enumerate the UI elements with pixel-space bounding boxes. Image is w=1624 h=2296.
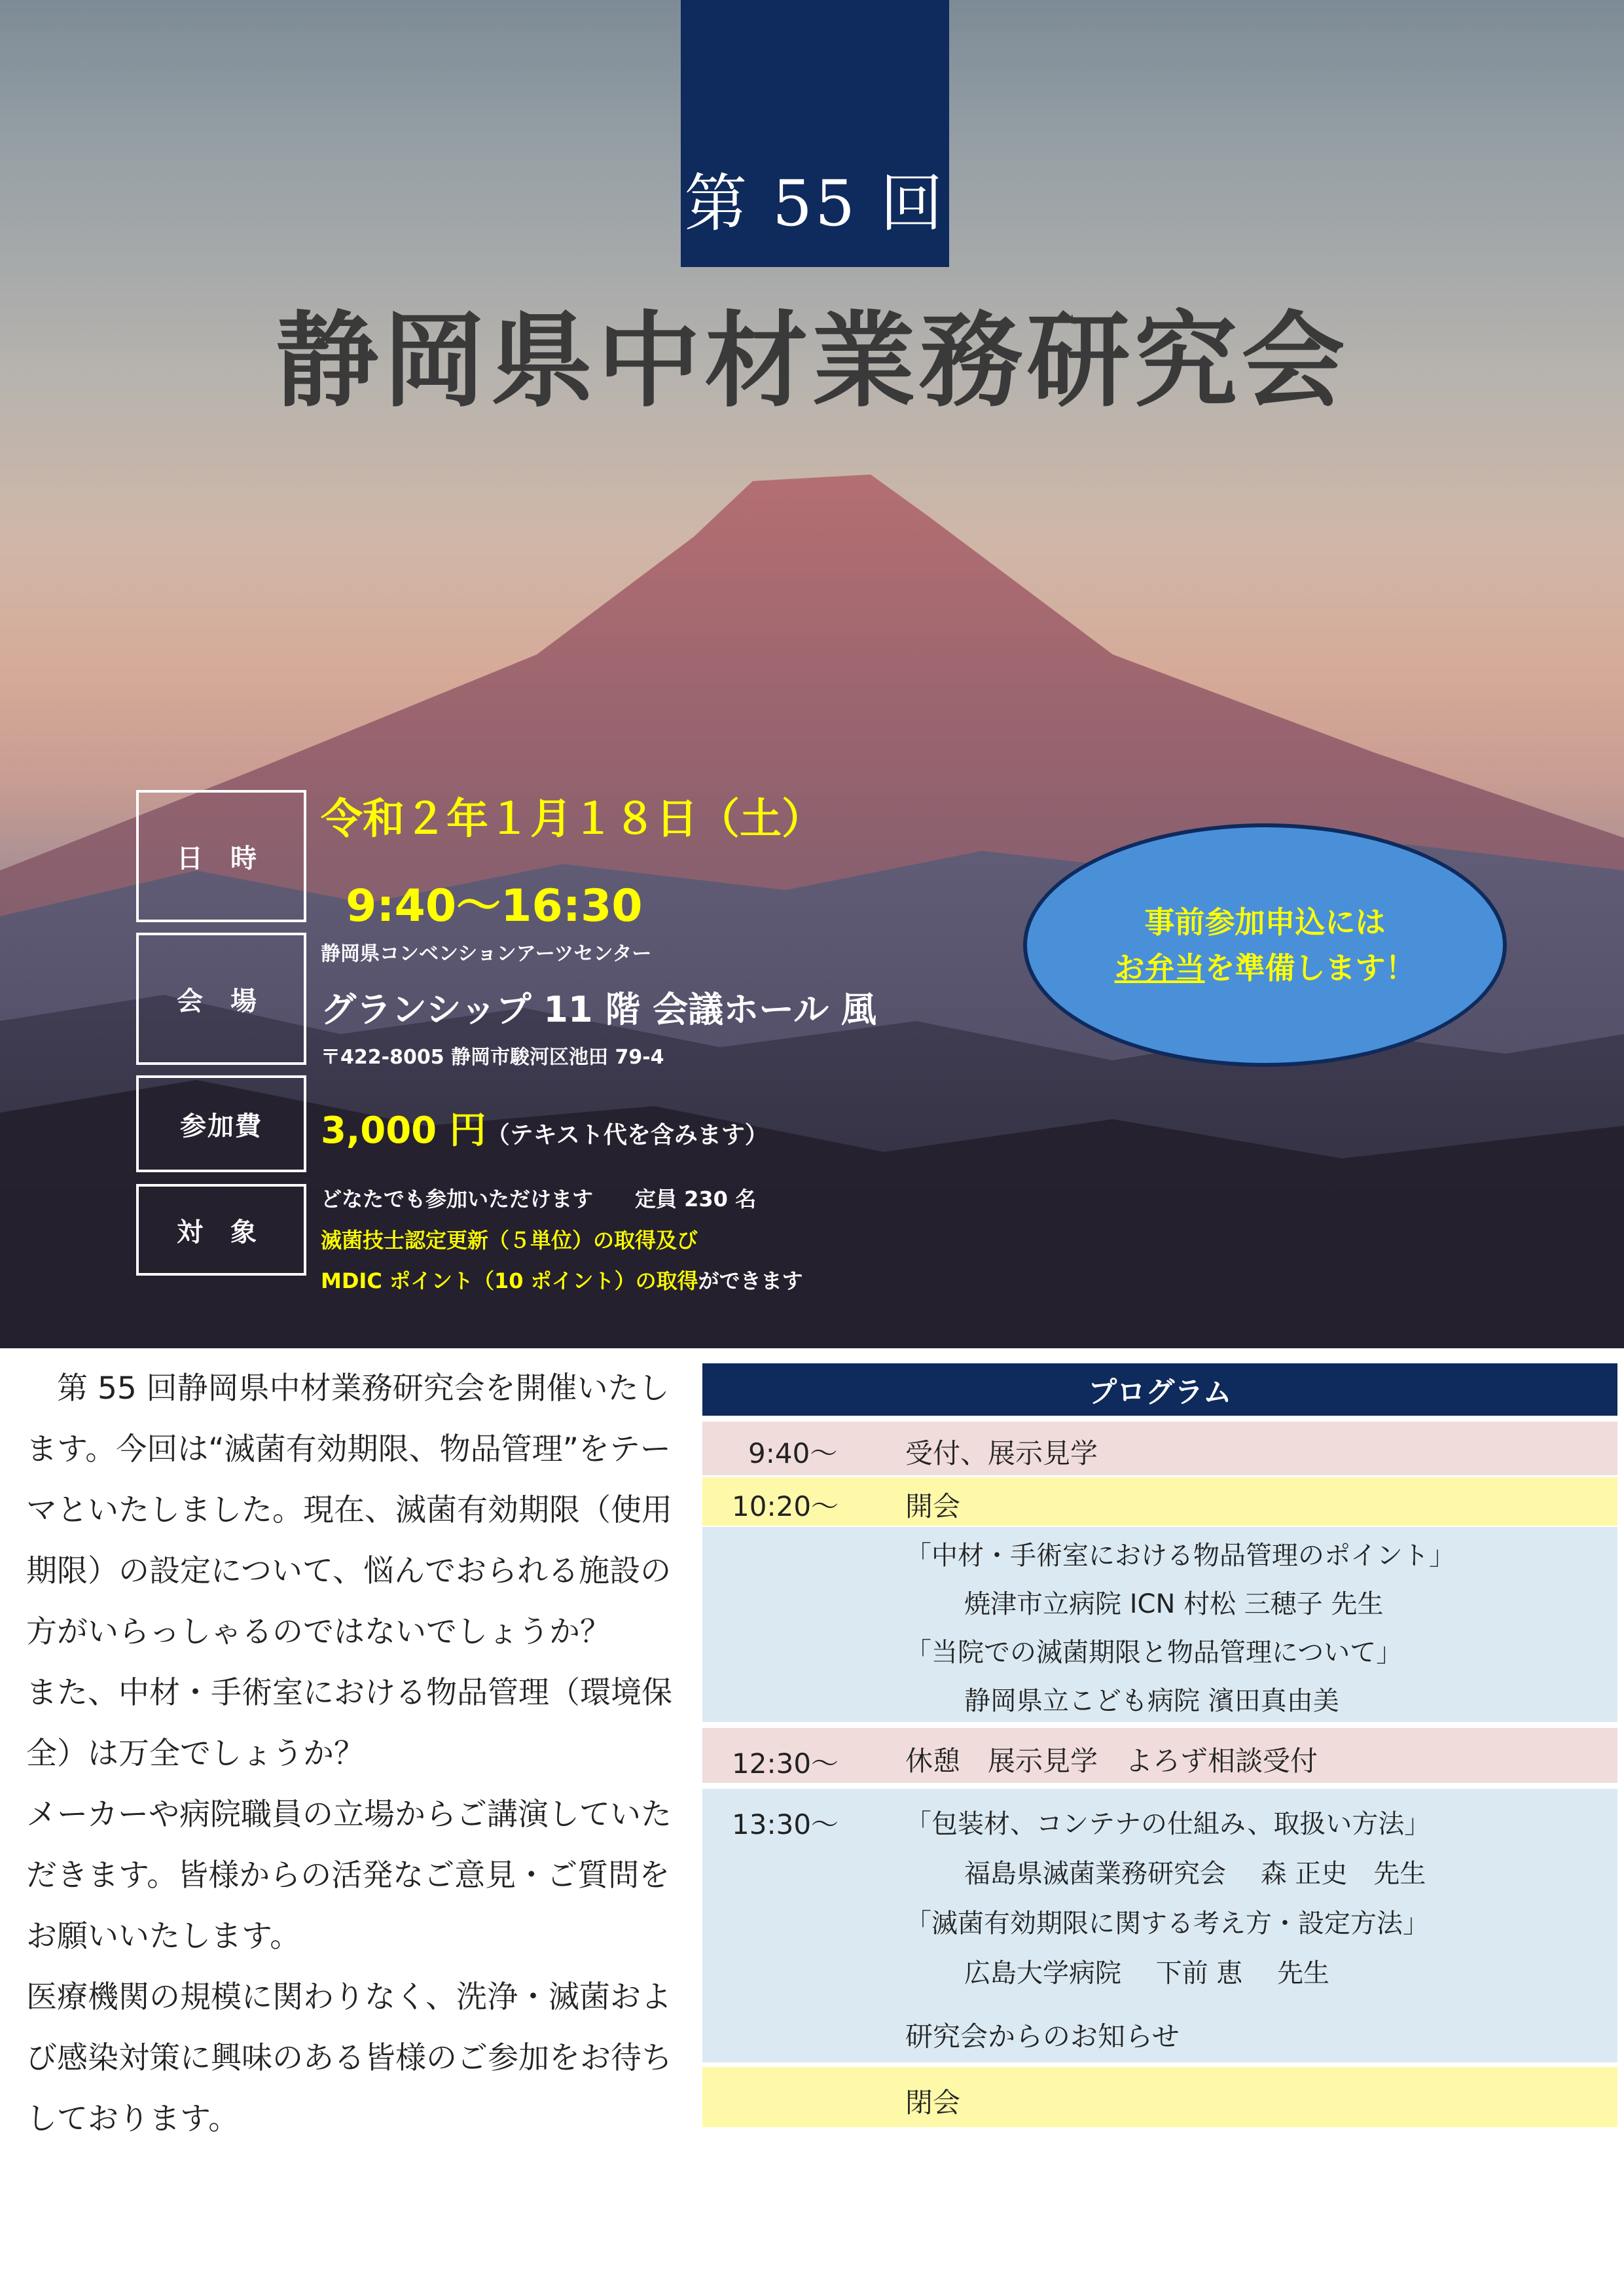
callout-line-2-rest: を準備します！ <box>1204 950 1416 986</box>
program-item: 開会 <box>905 1490 961 1522</box>
page-title: 静岡県中材業務研究会 <box>275 300 1349 422</box>
venue-subtitle: 静岡県コンベンションアーツセンター <box>321 942 652 965</box>
intro-paragraph-1: 第 55 回静岡県中材業務研究会を開催いたします。今回は“滅菌有効期限、物品管理”をテーマといたしました。現在、滅菌有効期限（使用期限）の設定について、悩んでおられる施設の方がいらっしゃるのではないでしょうか？ <box>26 1371 672 1650</box>
intro-paragraph-3: メーカーや病院職員の立場からご講演していただきます。皆様からの活発なご意見・ご質問をお願いいたします。 <box>26 1797 672 1954</box>
program-row-lectures-2 <box>702 1789 1617 1998</box>
program-time: 12:30～ <box>732 1748 839 1780</box>
lecture-speaker: 福島県滅菌業務研究会 森 正史 先生 <box>964 1859 1426 1889</box>
program-row-closing <box>702 2067 1617 2127</box>
target-line-1: どなたでも参加いただけます 定員 230 名 <box>321 1187 757 1211</box>
lecture-title: 「滅菌有効期限に関する考え方・設定方法」 <box>905 1909 1429 1939</box>
lecture-title: 「包装材、コンテナの仕組み、取扱い方法」 <box>905 1809 1431 1839</box>
target-line-3 <box>321 1265 803 1295</box>
venue-name: グランシップ 11 階 会議ホール 風 <box>321 989 876 1030</box>
date-value: 令和２年１月１８日（土） <box>321 795 823 844</box>
edition-label: 第 55 回 <box>684 167 946 240</box>
target-line-3-rest: ができます <box>698 1268 803 1293</box>
lecture-title: 「中材・手術室における物品管理のポイント」 <box>905 1541 1455 1571</box>
program-row-reception <box>702 1422 1617 1475</box>
time-value: 9:40～16:30 <box>346 880 643 932</box>
program-row-opening <box>702 1477 1617 1526</box>
intro-text <box>26 1358 674 2149</box>
target-line-3-highlight: MDIC ポイント（10 ポイント）の取得 <box>321 1268 698 1293</box>
callout-line-1: 事前参加申込には <box>1144 905 1386 940</box>
program-item: 閉会 <box>905 2087 961 2119</box>
intro-paragraph-4: 医療機関の規模に関わりなく、洗浄・滅菌および感染対策に興味のある皆様のご参加をお待ちしております。 <box>26 1979 672 2137</box>
program-time: 13:30～ <box>732 1808 839 1840</box>
lecture-speaker: 静岡県立こども病院 濱田真由美 <box>964 1686 1339 1716</box>
program-header: プログラム <box>702 1363 1617 1416</box>
lecture-speaker: 広島大学病院 下前 恵 先生 <box>964 1958 1330 1988</box>
program-item: 休憩 展示見学 よろず相談受付 <box>905 1745 1318 1777</box>
date-label: 日 時 <box>136 790 306 922</box>
fee-label: 参加費 <box>136 1075 306 1172</box>
venue-address: 〒422-8005 静岡市駿河区池田 79-4 <box>321 1046 664 1069</box>
fee-note: （テキスト代を含みます） <box>486 1122 768 1149</box>
edition-badge <box>681 0 949 267</box>
program-item: 受付、展示見学 <box>905 1437 1098 1469</box>
venue-label: 会 場 <box>136 933 306 1065</box>
program-time: 10:20～ <box>732 1490 839 1522</box>
program-item: 研究会からのお知らせ <box>905 2020 1180 2053</box>
callout-bento: お弁当 <box>1114 950 1205 986</box>
program-row-break <box>702 1728 1617 1783</box>
callout-line-2 <box>1115 945 1416 991</box>
fee-row <box>321 1102 768 1154</box>
intro-paragraph-2: また、中材・手術室における物品管理（環境保全）は万全でしょうか？ <box>26 1675 672 1772</box>
fee-value: 3,000 円 <box>321 1109 486 1152</box>
target-line-2: 滅菌技士認定更新（５単位）の取得及び <box>321 1228 698 1253</box>
target-label: 対 象 <box>136 1184 306 1276</box>
lunch-callout <box>1023 823 1507 1067</box>
lecture-speaker: 焼津市立病院 ICN 村松 三穂子 先生 <box>964 1589 1384 1619</box>
program-time: 9:40～ <box>748 1437 838 1469</box>
lecture-title: 「当院での滅菌期限と物品管理について」 <box>905 1638 1403 1668</box>
program-row-lectures-1 <box>702 1527 1617 1722</box>
program-row-announcements <box>702 1998 1617 2062</box>
